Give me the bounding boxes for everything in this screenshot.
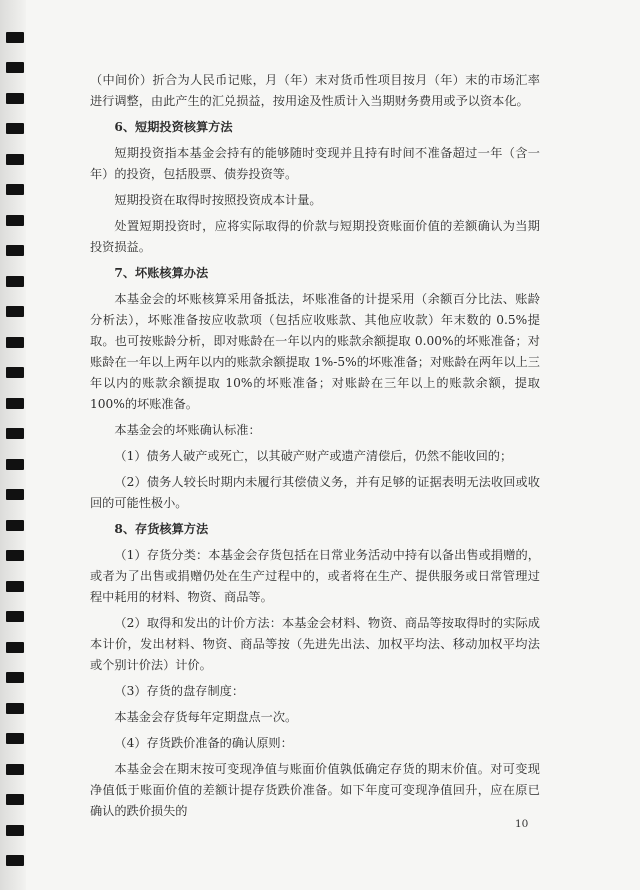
paragraph: 处置短期投资时，应将实际取得的价款与短期投资账面价值的差额确认为当期投资损益。 bbox=[90, 219, 540, 254]
binding-hole bbox=[6, 245, 24, 256]
paragraph: 短期投资指本基金会持有的能够随时变现并且持有时间不准备超过一年（含一年）的投资，包括股票、债券投资等。 bbox=[90, 146, 540, 181]
binding-hole bbox=[6, 855, 24, 866]
list-item: （3）存货的盘存制度： bbox=[114, 684, 245, 698]
binding-hole bbox=[6, 367, 24, 378]
binding-hole bbox=[6, 154, 24, 165]
binding-hole bbox=[6, 306, 24, 317]
binding-hole bbox=[6, 733, 24, 744]
paragraph: 短期投资在取得时按照投资成本计量。 bbox=[114, 193, 322, 207]
binding-hole bbox=[6, 489, 24, 500]
section-heading: 8、存货核算方法 bbox=[114, 522, 209, 536]
paragraph: 本基金会存货每年定期盘点一次。 bbox=[114, 710, 298, 724]
list-item: （1）债务人破产或死亡，以其破产财产或遗产清偿后，仍然不能收回的； bbox=[114, 449, 513, 463]
page-number: 10 bbox=[515, 818, 529, 830]
binding-hole bbox=[6, 184, 24, 195]
document-body bbox=[90, 70, 540, 827]
binding-hole bbox=[6, 825, 24, 836]
section-heading: 6、短期投资核算方法 bbox=[114, 120, 233, 134]
binding-hole bbox=[6, 459, 24, 470]
list-item: （1）存货分类：本基金会存货包括在日常业务活动中持有以备出售或捐赠的，或者为了出售或捐赠仍处在生产过程中的，或者将在生产、提供服务或日常管理过程中耗用的材料、物资、商品等。 bbox=[90, 548, 540, 604]
paragraph: 本基金会的坏账确认标准： bbox=[114, 423, 261, 437]
section-heading: 7、坏账核算办法 bbox=[114, 266, 209, 280]
spiral-binding bbox=[0, 0, 26, 890]
binding-hole bbox=[6, 337, 24, 348]
paragraph: 本基金会在期末按可变现净值与账面价值孰低确定存货的期末价值。对可变现净值低于账面价值的差额计提存货跌价准备。如下年度可变现净值回升，应在原已确认的跌价损失的 bbox=[90, 762, 540, 818]
list-item: （4）存货跌价准备的确认原则： bbox=[114, 736, 293, 750]
binding-hole bbox=[6, 215, 24, 226]
binding-hole bbox=[6, 764, 24, 775]
binding-hole bbox=[6, 703, 24, 714]
list-item: （2）取得和发出的计价方法：本基金会材料、物资、商品等按取得时的实际成本计价，发出材料、物资、商品等按（先进先出法、加权平均法、移动加权平均法或个别计价法）计价。 bbox=[90, 616, 540, 672]
paragraph: （中间价）折合为人民币记账，月（年）末对货币性项目按月（年）末的市场汇率进行调整，由此产生的汇兑损益，按用途及性质计入当期财务费用或予以资本化。 bbox=[90, 73, 540, 108]
binding-hole bbox=[6, 672, 24, 683]
binding-hole bbox=[6, 398, 24, 409]
list-item: （2）债务人较长时期内未履行其偿债义务，并有足够的证据表明无法收回或收回的可能性极小。 bbox=[90, 475, 540, 510]
binding-hole bbox=[6, 123, 24, 134]
binding-hole bbox=[6, 581, 24, 592]
binding-hole bbox=[6, 520, 24, 531]
binding-hole bbox=[6, 62, 24, 73]
binding-hole bbox=[6, 550, 24, 561]
binding-hole bbox=[6, 276, 24, 287]
binding-hole bbox=[6, 428, 24, 439]
binding-hole bbox=[6, 32, 24, 43]
binding-hole bbox=[6, 642, 24, 653]
binding-hole bbox=[6, 93, 24, 104]
binding-hole bbox=[6, 611, 24, 622]
paragraph: 本基金会的坏账核算采用备抵法，坏账准备的计提采用（余额百分比法、账龄分析法），坏账准备按应收款项（包括应收账款、其他应收款）年末数的 0.5%提取。也可按账龄分析，即对账龄在一年以内的账款余额提取 0.00%的坏账准备；对账龄在一年以上两年以内的账款余额提取 1%-5%的坏账准备；对账龄在两年以上三年以内的账款余额提取 10%的坏账准备；对账龄在三年以上的账款余额，提取 100%的坏账准备。 bbox=[90, 292, 540, 411]
binding-hole bbox=[6, 794, 24, 805]
